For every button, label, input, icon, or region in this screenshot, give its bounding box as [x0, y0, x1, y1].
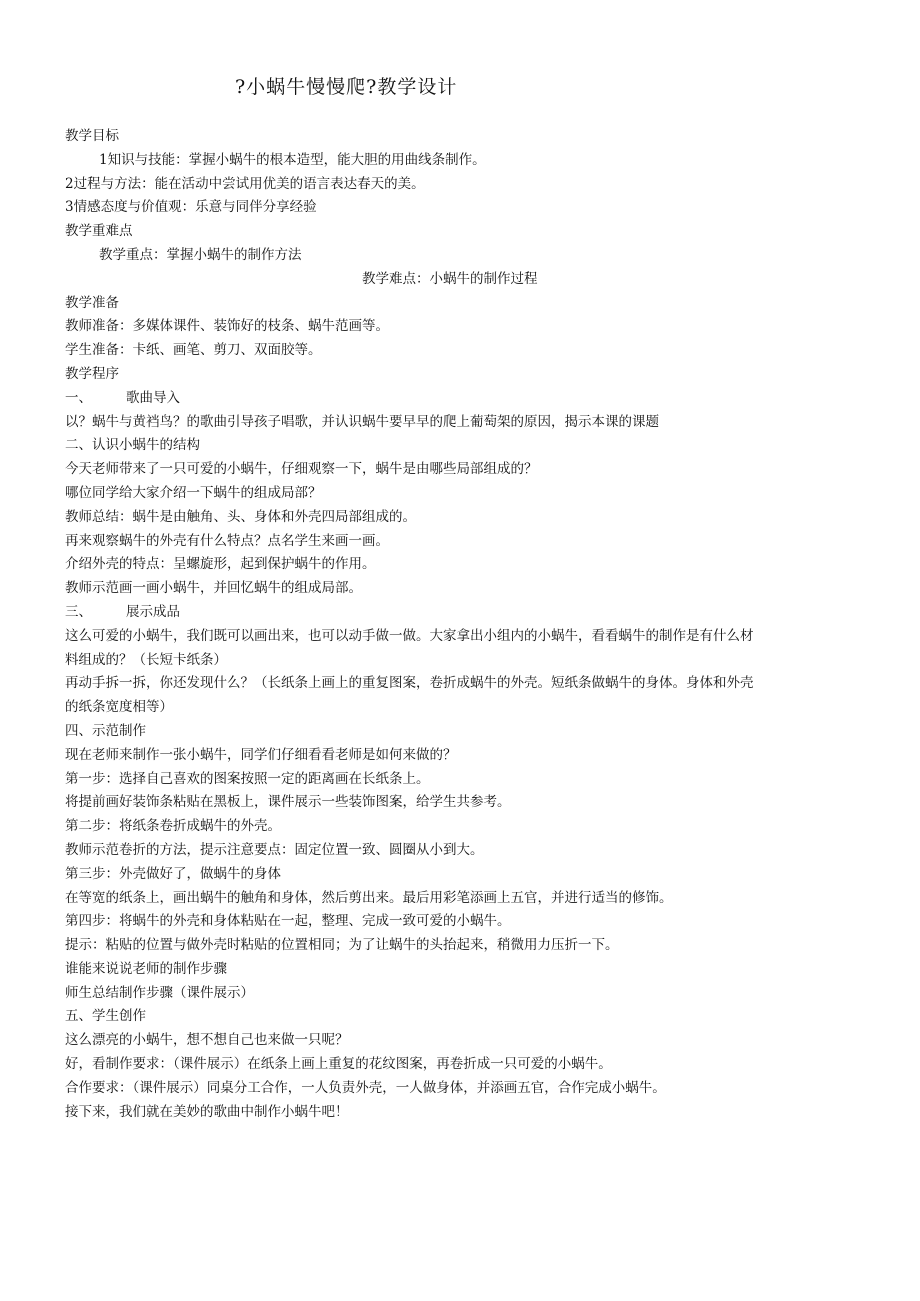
- paragraph: 第四步：将蜗牛的外壳和身体粘贴在一起，整理、完成一致可爱的小蜗牛。: [65, 913, 511, 930]
- paragraph: 第三步：外壳做好了，做蜗牛的身体: [65, 865, 281, 882]
- paragraph: 第二步：将纸条卷折成蜗牛的外壳。: [65, 818, 281, 835]
- section-heading-preparation: 教学准备: [65, 294, 119, 311]
- step-heading-1: [65, 387, 865, 411]
- objective-3: 3情感态度与价值观：乐意与同伴分享经验: [65, 199, 317, 216]
- section-heading-objectives: 教学目标: [65, 128, 119, 144]
- paragraph: 教师示范卷折的方法，提示注意要点：固定位置一致、圆圈从小到大。: [65, 841, 484, 858]
- document-body: [65, 125, 865, 1124]
- paragraph: 的纸条宽度相等）: [65, 699, 173, 716]
- paragraph: 这么漂亮的小蜗牛，想不想自己也来做一只呢？: [65, 1032, 349, 1049]
- paragraph: 第一步：选择自己喜欢的图案按照一定的距离画在长纸条上。: [65, 770, 430, 787]
- difficult-point: 教学难点：小蜗牛的制作过程: [362, 270, 538, 287]
- document-title: ?小蜗牛慢慢爬?教学设计: [235, 76, 458, 98]
- step-number: 一、: [65, 389, 92, 406]
- paragraph: 提示：粘贴的位置与做外壳时粘贴的位置相同；为了让蜗牛的头抬起来，稍微用力压折一下。: [65, 937, 619, 954]
- student-preparation: 学生准备：卡纸、画笔、剪刀、双面胶等。: [65, 342, 322, 359]
- paragraph: 接下来，我们就在美妙的歌曲中制作小蜗牛吧！: [65, 1103, 349, 1120]
- paragraph: 再动手拆一拆，你还发现什么？（长纸条上画上的重复图案，卷折成蜗牛的外壳。短纸条做蜗牛的身体。身体和外壳: [65, 675, 754, 692]
- teacher-preparation: 教师准备：多媒体课件、装饰好的枝条、蜗牛范画等。: [65, 318, 389, 335]
- paragraph: 教师总结：蜗牛是由触角、头、身体和外壳四局部组成的。: [65, 508, 416, 525]
- step-heading-2: 二、认识小蜗牛的结构: [65, 437, 200, 454]
- objective-2: 2过程与方法：能在活动中尝试用优美的语言表达春天的美。: [65, 175, 425, 192]
- paragraph: 合作要求：（课件展示）同桌分工合作，一人负责外壳，一人做身体，并添画五官，合作完成小蜗牛。: [65, 1079, 666, 1096]
- section-heading-procedure: 教学程序: [65, 365, 119, 382]
- paragraph: 好，看制作要求：（课件展示）在纸条上画上重复的花纹图案，再卷折成一只可爱的小蜗牛。: [65, 1056, 612, 1073]
- paragraph: 将提前画好装饰条粘贴在黑板上，课件展示一些装饰图案，给学生共参考。: [65, 794, 511, 811]
- paragraph: 介绍外壳的特点：呈螺旋形，起到保护蜗牛的作用。: [65, 556, 376, 573]
- key-point: 教学重点：掌握小蜗牛的制作方法: [99, 246, 302, 263]
- paragraph: 师生总结制作步骤（课件展示）: [65, 984, 254, 1001]
- paragraph: 现在老师来制作一张小蜗牛，同学们仔细看看老师是如何来做的？: [65, 746, 457, 763]
- section-heading-key-points: 教学重难点: [65, 223, 133, 240]
- paragraph: 今天老师带来了一只可爱的小蜗牛，仔细观察一下，蜗牛是由哪些局部组成的？: [65, 461, 538, 478]
- paragraph: 料组成的？（长短卡纸条）: [65, 651, 227, 668]
- paragraph: 在等宽的纸条上，画出蜗牛的触角和身体，然后剪出来。最后用彩笔添画上五官，并进行适当的修饰。: [65, 889, 673, 906]
- paragraph: 这么可爱的小蜗牛，我们既可以画出来，也可以动手做一做。大家拿出小组内的小蜗牛，看看蜗牛的制作是有什么材: [65, 627, 754, 644]
- paragraph: 谁能来说说老师的制作步骤: [65, 960, 227, 977]
- paragraph: 以？蜗牛与黄裆鸟？的歌曲引导孩子唱歌，并认识蜗牛要早早的爬上葡萄架的原因，揭示本课的课题: [65, 413, 659, 430]
- step-heading-4: 四、示范制作: [65, 722, 146, 739]
- paragraph: 哪位同学给大家介绍一下蜗牛的组成局部？: [65, 484, 322, 501]
- step-title: 展示成品: [126, 603, 180, 620]
- step-number: 三、: [65, 603, 92, 620]
- objective-1: 1知识与技能：掌握小蜗牛的根本造型，能大胆的用曲线条制作。: [99, 151, 486, 168]
- step-heading-3: [65, 601, 865, 625]
- step-heading-5: 五、学生创作: [65, 1008, 146, 1025]
- paragraph: 教师示范画一画小蜗牛，并回忆蜗牛的组成局部。: [65, 580, 362, 597]
- step-title: 歌曲导入: [126, 389, 180, 406]
- paragraph: 再来观察蜗牛的外壳有什么特点？点名学生来画一画。: [65, 532, 389, 549]
